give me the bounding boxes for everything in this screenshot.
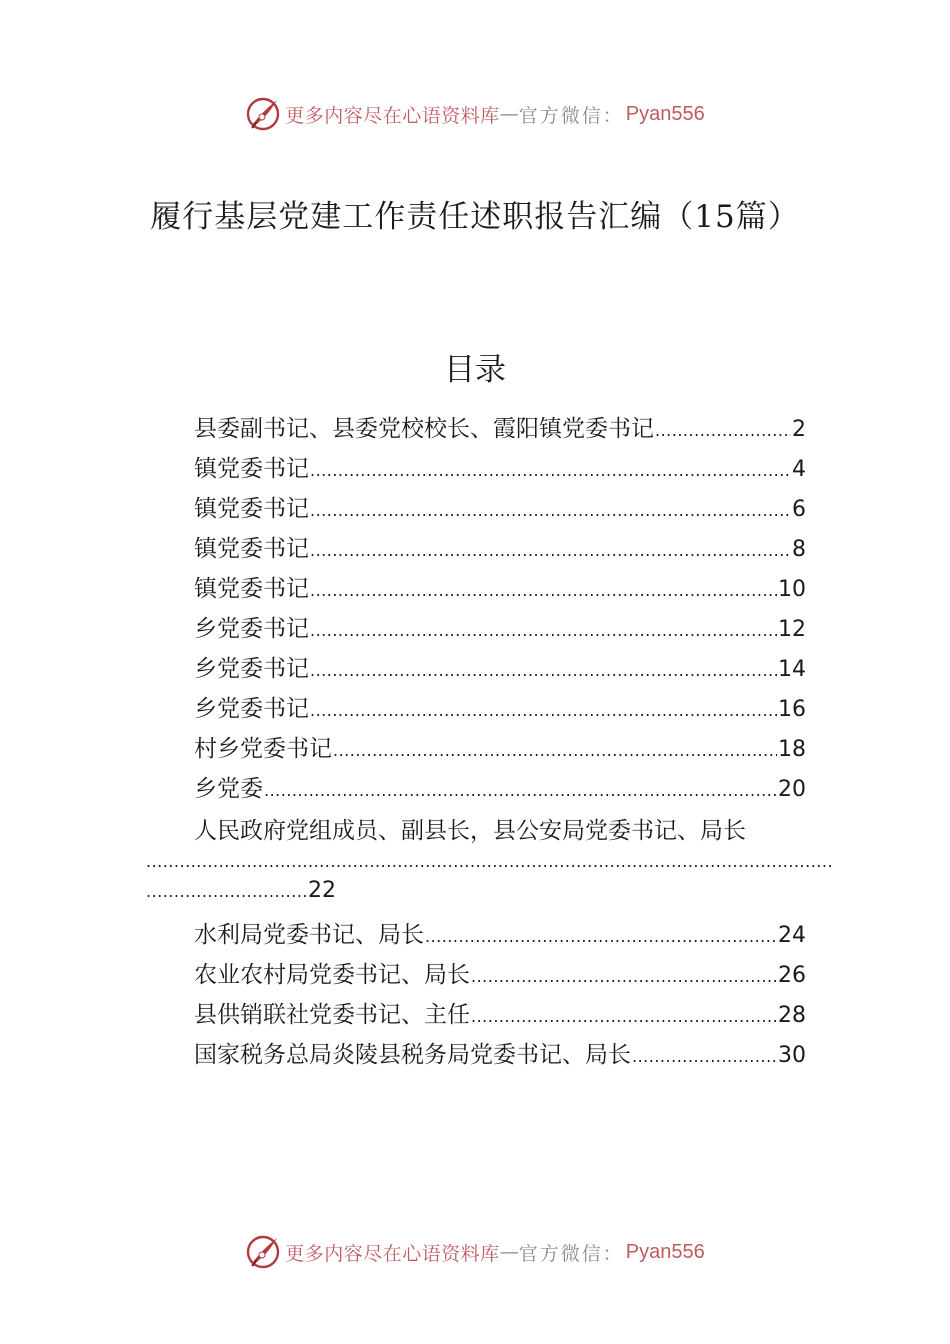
toc-entry-label: 乡党委书记	[194, 656, 309, 682]
toc-leader-dots	[425, 927, 777, 946]
toc-leader-dots	[310, 501, 791, 520]
toc-entry-label: 镇党委书记	[194, 536, 309, 562]
toc-entry-page: 10	[778, 577, 806, 602]
toc-entry-label: 国家税务总局炎陵县税务局党委书记、局长	[194, 1042, 631, 1068]
toc-list	[194, 410, 806, 810]
toc-entry[interactable]	[194, 996, 806, 1036]
toc-entry-page: 12	[778, 617, 806, 642]
toc-entry-label: 乡党委书记	[194, 696, 309, 722]
toc-leader-dots	[310, 701, 777, 720]
toc-list-continued	[194, 916, 806, 1076]
toc-leader-dots	[310, 461, 791, 480]
header-banner	[0, 94, 950, 134]
document-title: 履行基层党建工作责任述职报告汇编（15篇）	[150, 199, 800, 235]
toc-entry-label: 乡党委书记	[194, 616, 309, 642]
toc-entry-page: 18	[778, 737, 806, 762]
toc-leader-dots	[310, 581, 777, 600]
toc-entry[interactable]	[194, 690, 806, 730]
toc-leader-dots-long	[146, 852, 832, 871]
toc-entry-page: 28	[778, 1003, 806, 1028]
toc-entry[interactable]	[194, 570, 806, 610]
toc-entry[interactable]	[194, 1036, 806, 1076]
toc-entry-long-label[interactable]: 人民政府党组成员、副县长，县公安局党委书记、局长	[194, 818, 746, 844]
quill-logo-icon	[245, 96, 281, 132]
toc-entry-label: 镇党委书记	[194, 496, 309, 522]
toc-leader-dots	[333, 741, 777, 760]
toc-entry-page: 14	[778, 657, 806, 682]
toc-leader-dots	[310, 621, 777, 640]
toc-entry-label: 水利局党委书记、局长	[194, 922, 424, 948]
toc-entry[interactable]	[194, 730, 806, 770]
toc-entry[interactable]	[194, 490, 806, 530]
toc-entry-page: 30	[778, 1043, 806, 1068]
banner-separator: —	[499, 103, 519, 125]
banner-text: 更多内容尽在心语资料库	[285, 104, 500, 127]
toc-leader-dots	[655, 421, 791, 440]
toc-heading: 目录	[444, 352, 506, 388]
toc-entry-label: 农业农村局党委书记、局长	[194, 962, 470, 988]
toc-entry-page: 22	[308, 878, 336, 903]
toc-entry[interactable]	[194, 410, 806, 450]
toc-leader-dots	[471, 1007, 777, 1026]
toc-entry-long-tail	[146, 878, 336, 903]
toc-entry[interactable]	[194, 770, 806, 810]
toc-entry[interactable]	[194, 916, 806, 956]
quill-logo-icon	[245, 1234, 281, 1270]
toc-entry-page: 4	[792, 457, 806, 482]
toc-entry-page: 8	[792, 537, 806, 562]
toc-leader-dots	[264, 781, 777, 800]
banner-wechat-id: Pyan556	[625, 102, 705, 125]
toc-entry[interactable]	[194, 650, 806, 690]
banner-text: 更多内容尽在心语资料库	[285, 1242, 500, 1265]
toc-leader-dots	[310, 541, 791, 560]
toc-entry-label: 镇党委书记	[194, 576, 309, 602]
banner-wechat-id: Pyan556	[625, 1240, 705, 1263]
toc-entry[interactable]	[194, 530, 806, 570]
toc-leader-dots	[632, 1047, 777, 1066]
toc-entry[interactable]	[194, 610, 806, 650]
toc-entry-label: 县委副书记、县委党校校长、霞阳镇党委书记	[194, 416, 654, 442]
toc-entry[interactable]	[194, 450, 806, 490]
toc-entry-page: 24	[778, 923, 806, 948]
toc-entry-page: 20	[778, 777, 806, 802]
toc-entry-page: 2	[792, 417, 806, 442]
toc-entry[interactable]	[194, 956, 806, 996]
banner-separator: —	[499, 1241, 519, 1263]
toc-leader-dots	[471, 967, 777, 986]
banner-wechat-label: 官方微信：	[518, 1242, 624, 1265]
footer-banner	[0, 1232, 950, 1272]
toc-entry-page: 26	[778, 963, 806, 988]
banner-wechat-label: 官方微信：	[518, 104, 624, 127]
toc-entry-label: 村乡党委书记	[194, 736, 332, 762]
toc-leader-dots	[310, 661, 777, 680]
toc-entry-label: 县供销联社党委书记、主任	[194, 1002, 470, 1028]
toc-entry-page: 6	[792, 497, 806, 522]
toc-entry-label: 乡党委	[194, 776, 263, 802]
toc-leader-dots: .............................	[146, 882, 308, 901]
toc-entry-label: 镇党委书记	[194, 456, 309, 482]
toc-entry-page: 16	[778, 697, 806, 722]
